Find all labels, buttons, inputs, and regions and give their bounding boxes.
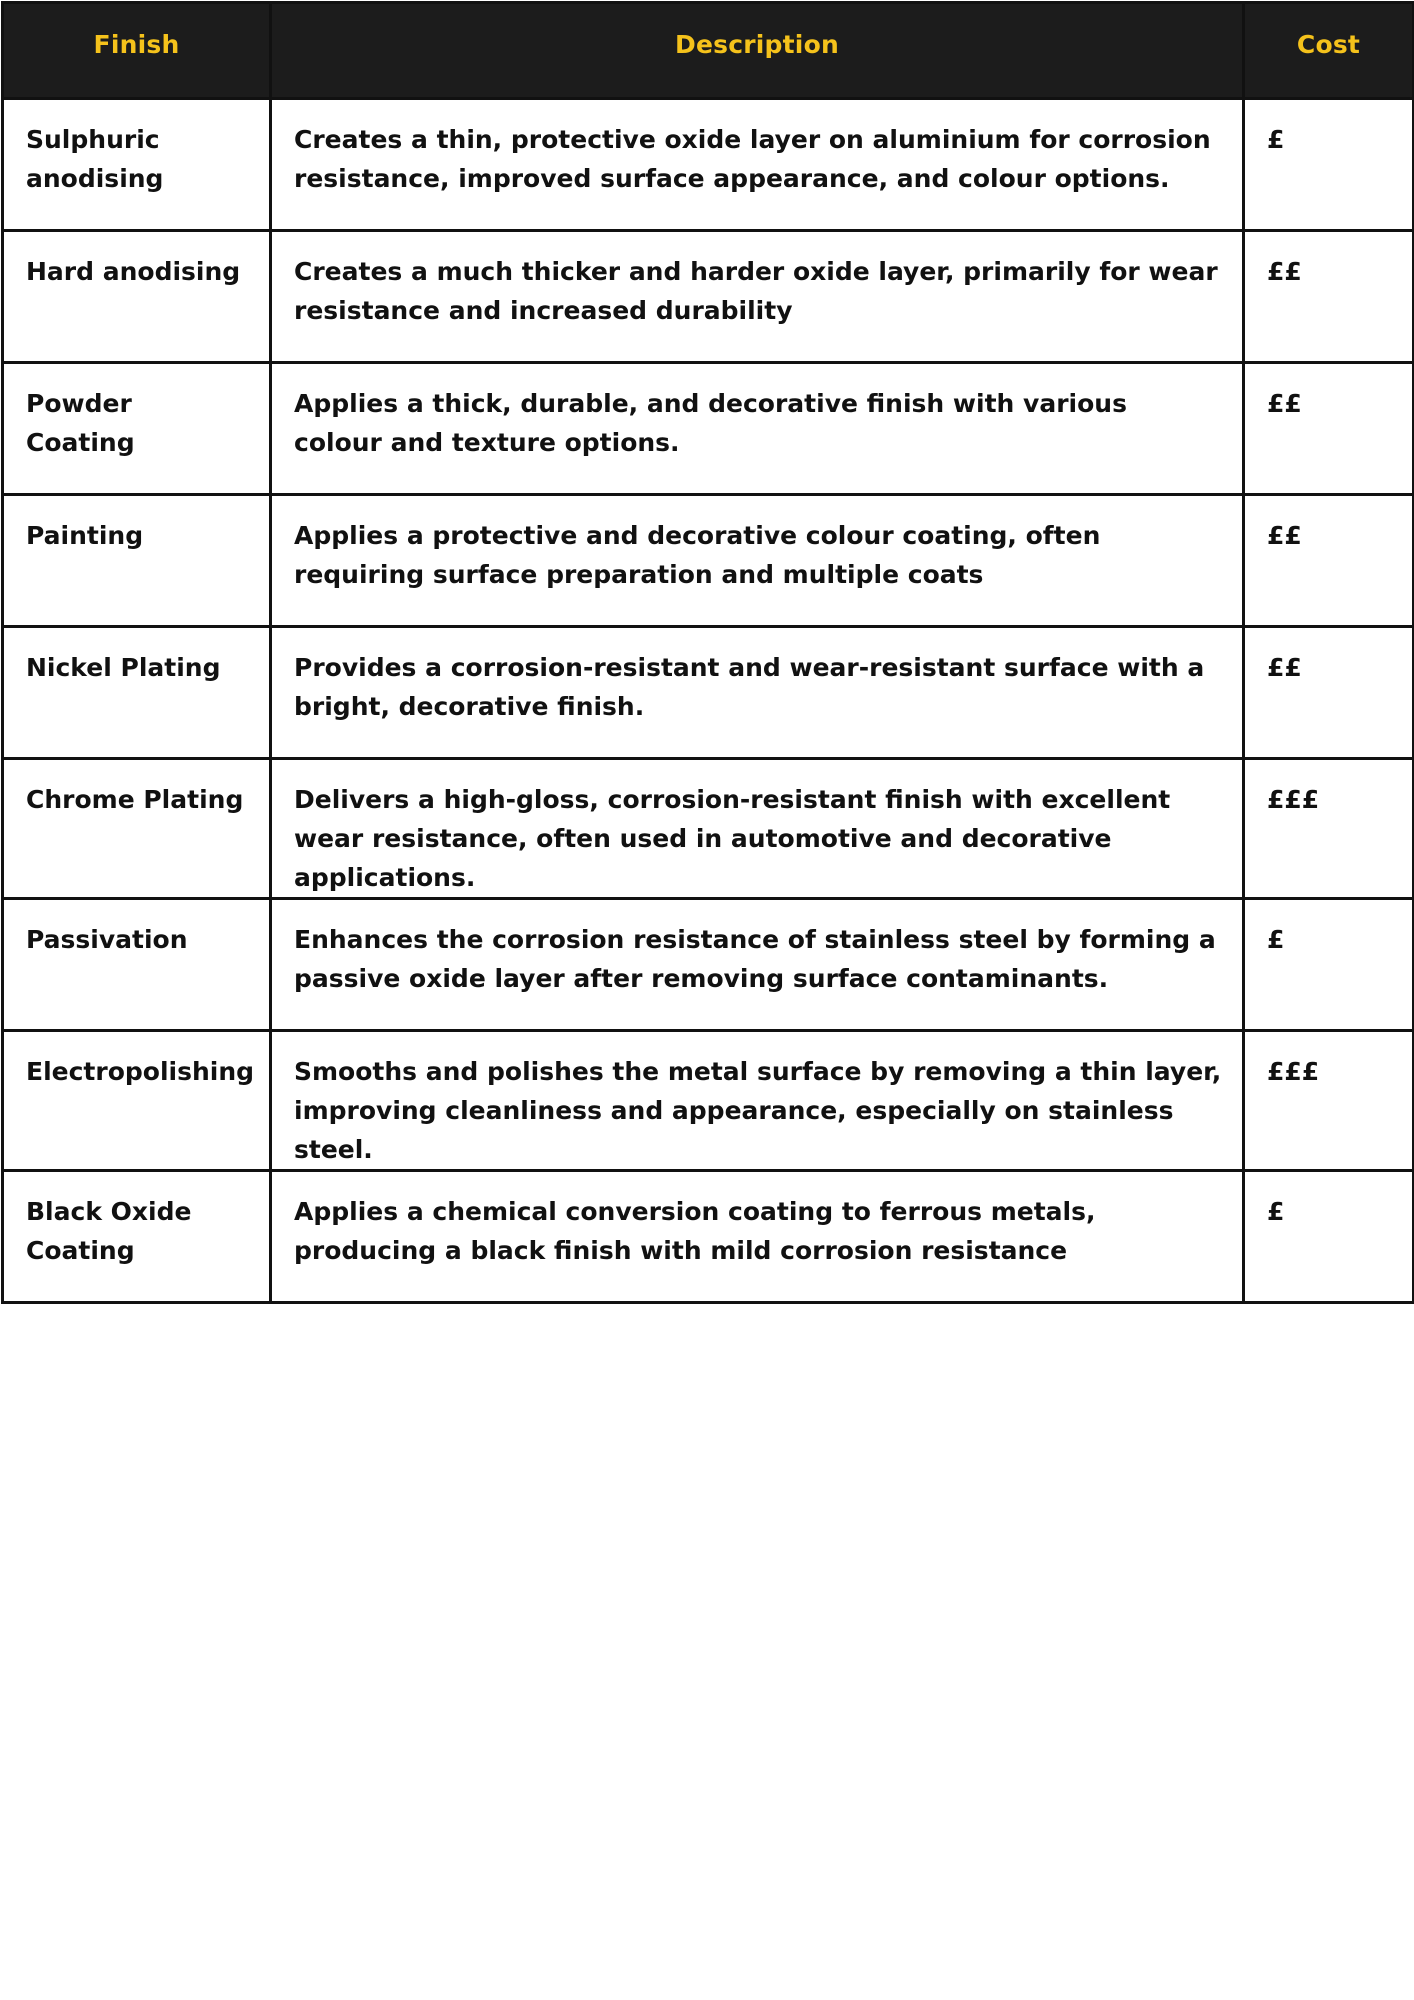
cost-cell: £££: [1244, 759, 1414, 899]
header-row: [3, 3, 1414, 99]
finish-cell: Hard anodising: [3, 231, 271, 363]
header-finish: Finish: [3, 3, 271, 99]
table-row: [3, 231, 1414, 363]
table-row: [3, 759, 1414, 899]
finish-cell: Chrome Plating: [3, 759, 271, 899]
table-row: [3, 1171, 1414, 1303]
cost-cell: ££: [1244, 495, 1414, 627]
finish-comparison-table: [1, 1, 1414, 1304]
description-cell: Applies a protective and decorative colour coating, often requiring surface preparation and multiple coats: [271, 495, 1244, 627]
table-row: [3, 99, 1414, 231]
description-cell: Provides a corrosion-resistant and wear-resistant surface with a bright, decorative finish.: [271, 627, 1244, 759]
description-cell: Creates a much thicker and harder oxide layer, primarily for wear resistance and increased durability: [271, 231, 1244, 363]
finish-cell: Powder Coating: [3, 363, 271, 495]
table-header: [3, 3, 1414, 99]
cost-cell: £££: [1244, 1031, 1414, 1171]
finish-cell: Nickel Plating: [3, 627, 271, 759]
finish-cell: Black Oxide Coating: [3, 1171, 271, 1303]
description-cell: Delivers a high-gloss, corrosion-resistant finish with excellent wear resistance, often used in automotive and decorative applications.: [271, 759, 1244, 899]
cost-cell: ££: [1244, 231, 1414, 363]
cost-cell: £: [1244, 1171, 1414, 1303]
cost-cell: £: [1244, 99, 1414, 231]
description-cell: Applies a chemical conversion coating to ferrous metals, producing a black finish with mild corrosion resistance: [271, 1171, 1244, 1303]
finish-cell: Passivation: [3, 899, 271, 1031]
cost-cell: ££: [1244, 627, 1414, 759]
table-body: [3, 99, 1414, 1303]
table-row: [3, 495, 1414, 627]
description-cell: Enhances the corrosion resistance of stainless steel by forming a passive oxide layer after removing surface contaminants.: [271, 899, 1244, 1031]
table-row: [3, 899, 1414, 1031]
finish-cell: Painting: [3, 495, 271, 627]
header-description: Description: [271, 3, 1244, 99]
finish-cell: Sulphuric anodising: [3, 99, 271, 231]
table-row: [3, 627, 1414, 759]
description-cell: Smooths and polishes the metal surface by removing a thin layer, improving cleanliness and appearance, especially on stainless steel.: [271, 1031, 1244, 1171]
header-cost: Cost: [1244, 3, 1414, 99]
table-row: [3, 1031, 1414, 1171]
cost-cell: ££: [1244, 363, 1414, 495]
finish-cell: Electropolishing: [3, 1031, 271, 1171]
table-row: [3, 363, 1414, 495]
description-cell: Applies a thick, durable, and decorative finish with various colour and texture options.: [271, 363, 1244, 495]
description-cell: Creates a thin, protective oxide layer on aluminium for corrosion resistance, improved surface appearance, and colour options.: [271, 99, 1244, 231]
cost-cell: £: [1244, 899, 1414, 1031]
